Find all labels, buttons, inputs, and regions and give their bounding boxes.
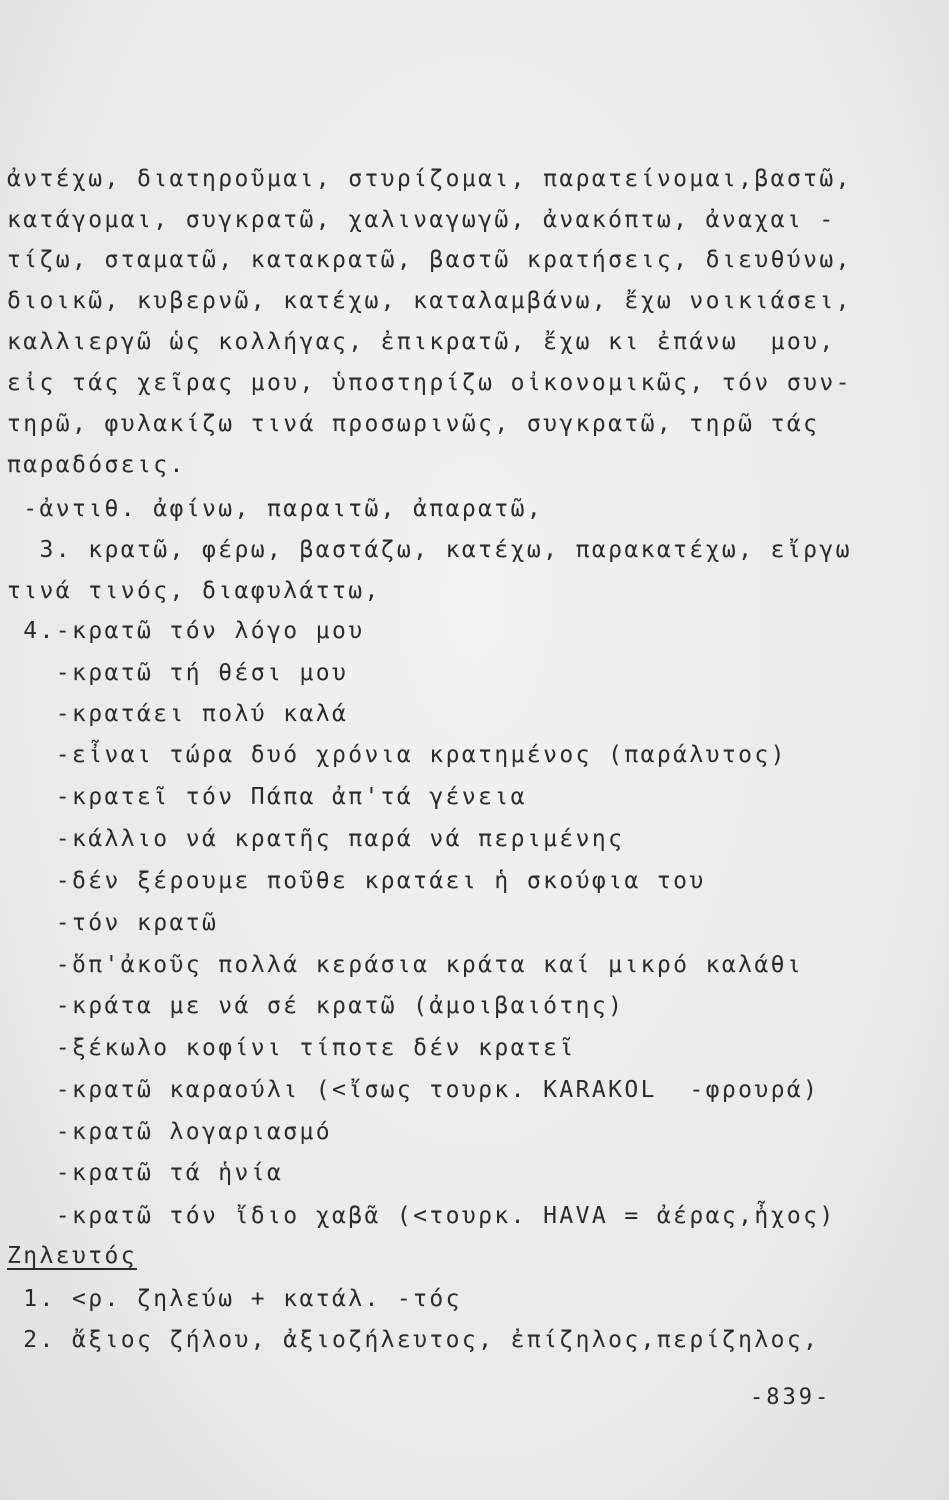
text-line: 1. <ρ. ζηλεύω + κατάλ. -τός bbox=[7, 1286, 462, 1312]
text-line: 4.-κρατῶ τόν λόγο μου bbox=[7, 618, 365, 644]
text-line: 2. ἄξιος ζήλου, ἀξιοζήλευτος, ἐπίζηλος,περίζηλος, bbox=[7, 1327, 820, 1353]
text-line: τίζω, σταματῶ, κατακρατῶ, βαστῶ κρατήσεις, διευθύνω, bbox=[7, 247, 852, 273]
text-line: -κρατῶ καραούλι (<ἴσως τουρκ. KARAKOL -φρουρά) bbox=[7, 1077, 820, 1103]
text-line: καλλιεργῶ ὡς κολλήγας, ἐπικρατῶ, ἔχω κι ἐπάνω μου, bbox=[7, 329, 836, 355]
text-line: -κρατῶ λογαριασμό bbox=[7, 1119, 332, 1145]
text-line: -κρατῶ τή θέσι μου bbox=[7, 660, 349, 686]
text-line: -κρατεῖ τόν Πάπα ἀπ'τά γένεια bbox=[7, 784, 527, 810]
text-line: -κρατῶ τόν ἴδιο χαβᾶ (<τουρκ. HAVA = ἀέρας,ἦχος) bbox=[7, 1203, 836, 1229]
text-line: -ἀντιθ. ἀφίνω, παραιτῶ, ἀπαρατῶ, bbox=[7, 496, 544, 522]
text-line: εἰς τάς χεῖρας μου, ὑποστηρίζω οἰκονομικῶς, τόν συν- bbox=[7, 370, 852, 396]
text-line: 3. κρατῶ, φέρω, βαστάζω, κατέχω, παρακατέχω, εἴργω bbox=[7, 537, 852, 563]
text-line: διοικῶ, κυβερνῶ, κατέχω, καταλαμβάνω, ἔχω νοικιάσει, bbox=[7, 288, 852, 314]
text-line: -ξέκωλο κοφίνι τίποτε δέν κρατεῖ bbox=[7, 1035, 576, 1061]
text-line: ἀντέχω, διατηροῦμαι, στυρίζομαι, παρατείνομαι,βαστῶ, bbox=[7, 166, 852, 192]
text-line: -κρατάει πολύ καλά bbox=[7, 701, 349, 727]
text-line: -τόν κρατῶ bbox=[7, 910, 219, 936]
text-line: κατάγομαι, συγκρατῶ, χαλιναγωγῶ, ἀνακόπτω, ἀναχαι - bbox=[7, 207, 836, 233]
text-line: -κάλλιο νά κρατῆς παρά νά περιμένης bbox=[7, 826, 625, 852]
text-line: -ὅπ'ἀκοῦς πολλά κεράσια κράτα καί μικρό καλάθι bbox=[7, 952, 804, 978]
text-line: τηρῶ, φυλακίζω τινά προσωρινῶς, συγκρατῶ, τηρῶ τάς bbox=[7, 411, 820, 437]
text-line: -δέν ξέρουμε ποῦθε κρατάει ἡ σκούφια του bbox=[7, 868, 706, 894]
text-line: -κρατῶ τά ἡνία bbox=[7, 1160, 284, 1186]
text-line: -κράτα με νά σέ κρατῶ (ἀμοιβαιότης) bbox=[7, 993, 625, 1019]
text-line: παραδόσεις. bbox=[7, 452, 186, 478]
text-line: τινά τινός, διαφυλάττω, bbox=[7, 578, 381, 604]
text-line: -εἶναι τώρα δυό χρόνια κρατημένος (παράλυτος) bbox=[7, 742, 787, 768]
entry-heading: Ζηλευτός bbox=[7, 1243, 137, 1269]
page-number: -839- bbox=[750, 1385, 832, 1410]
